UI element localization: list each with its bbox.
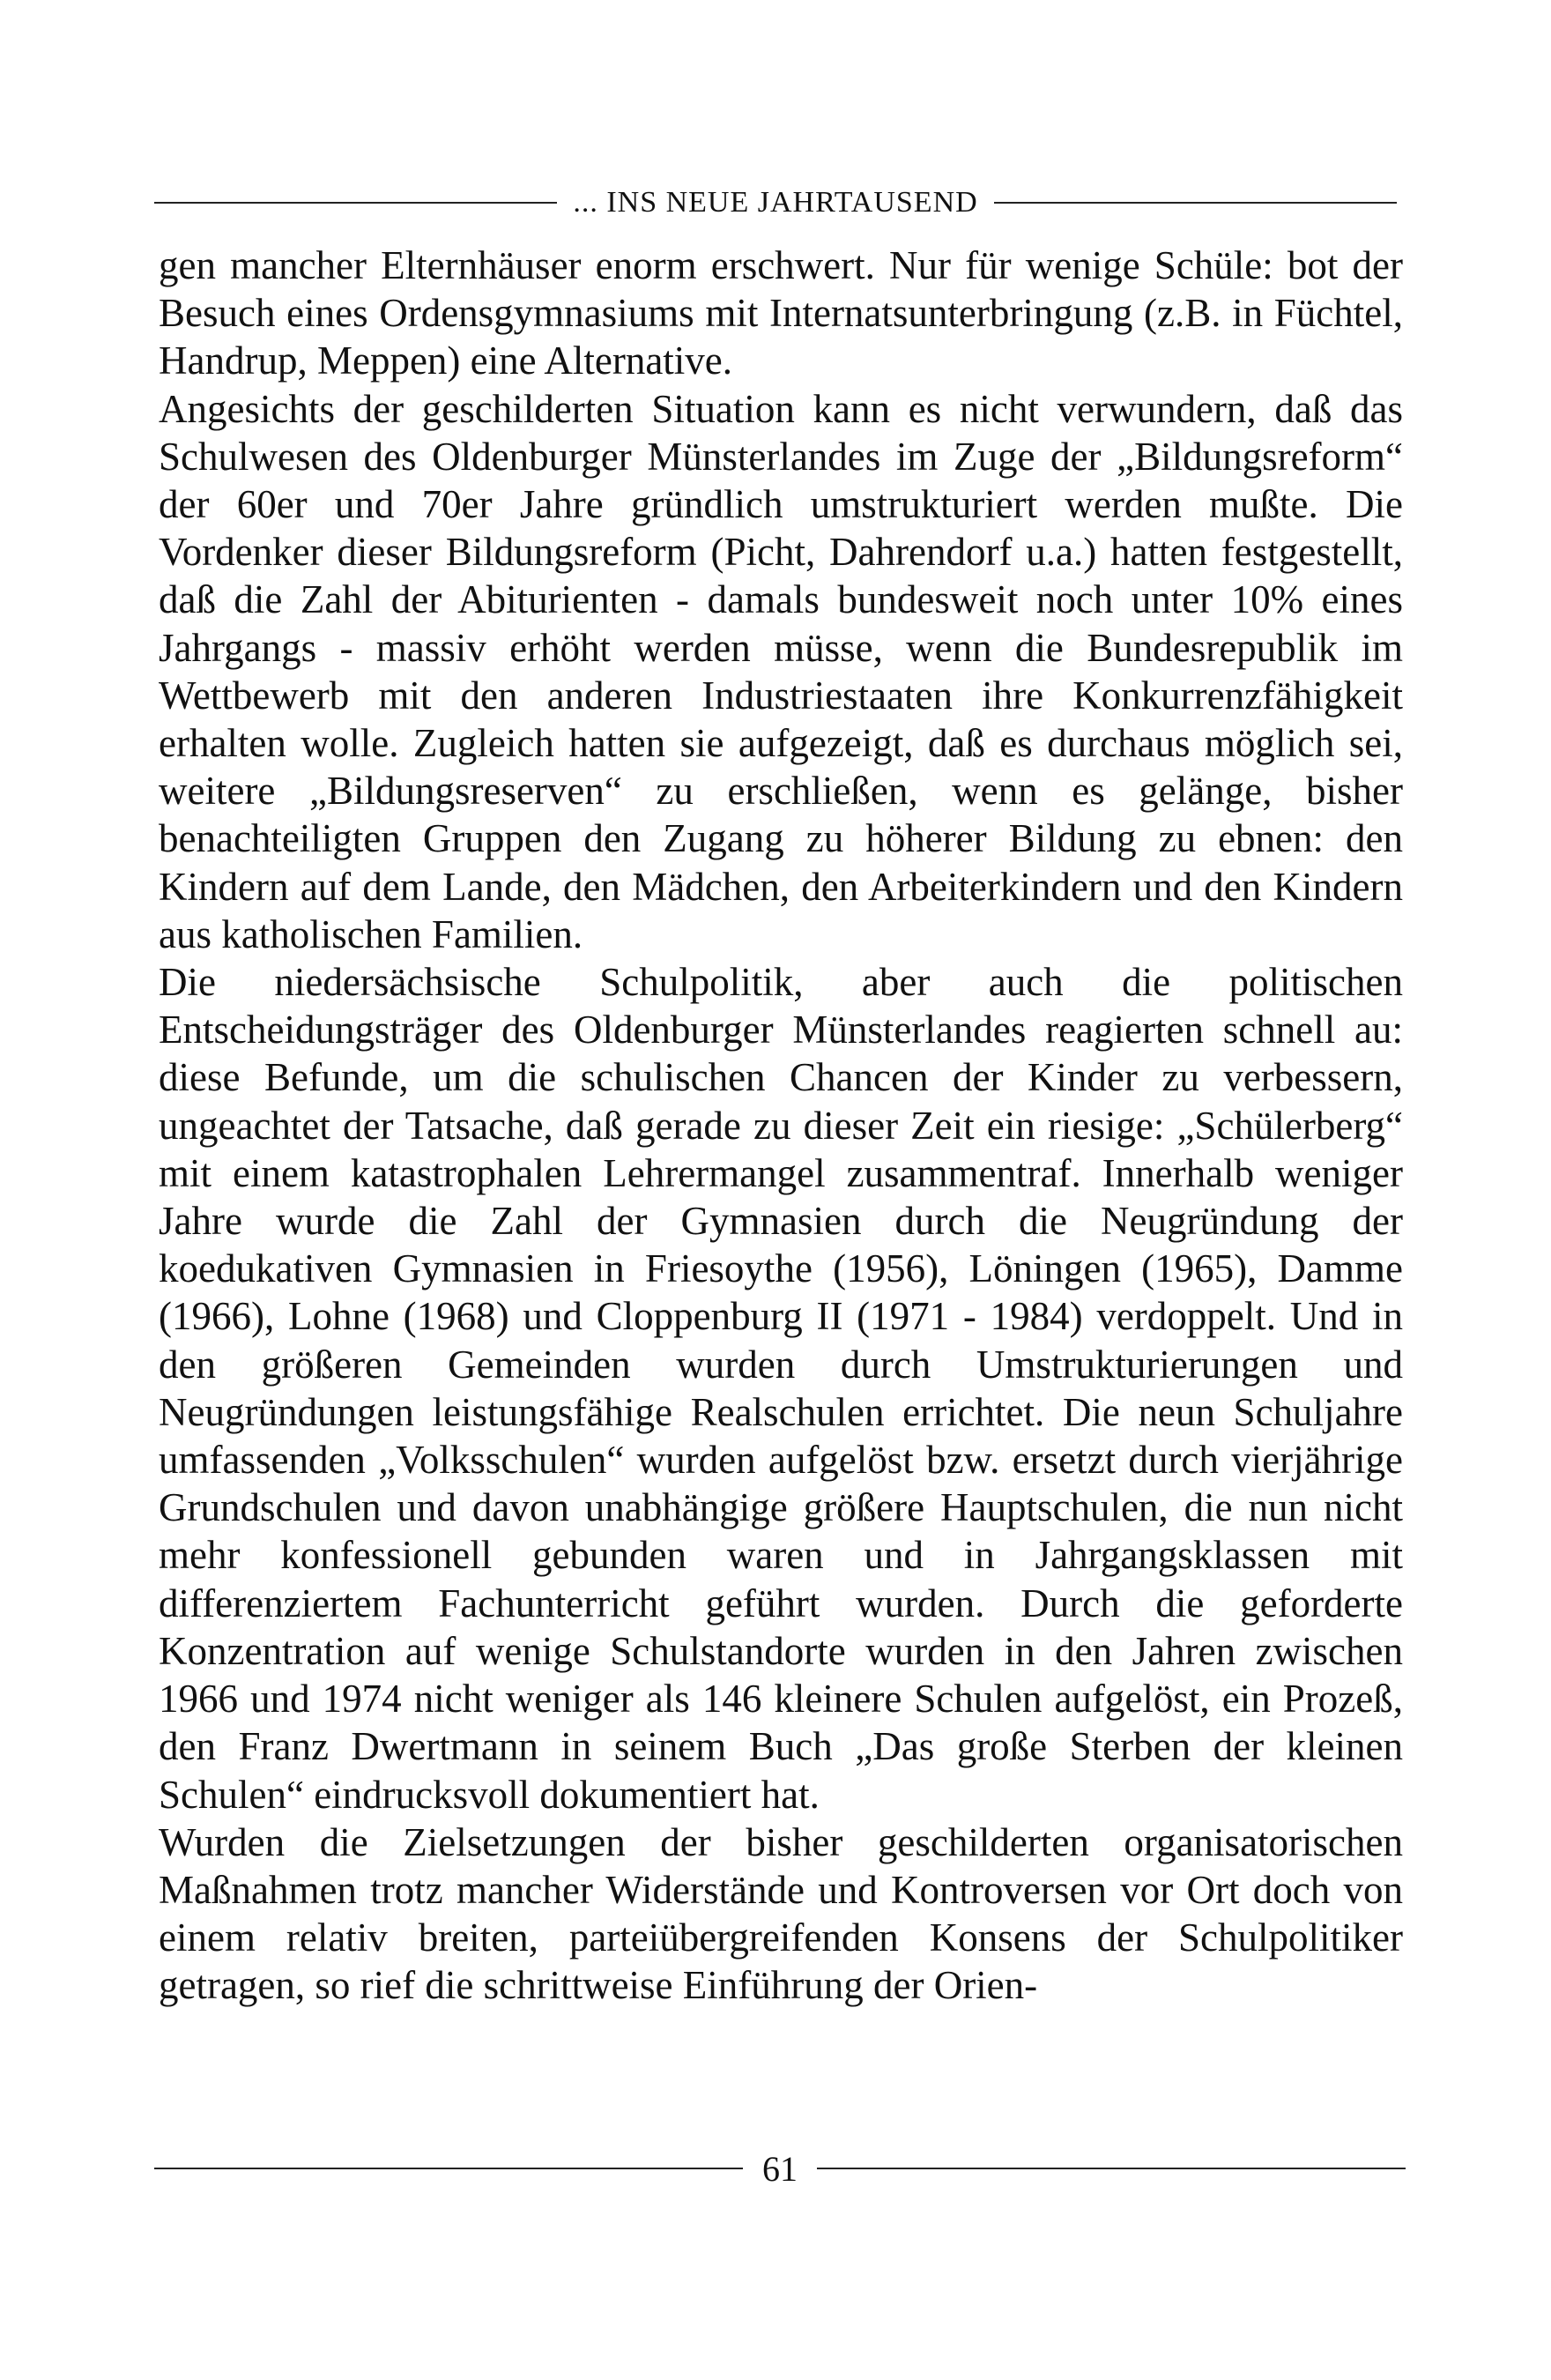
body-text [159,242,1403,2010]
paragraph-4: Wurden die Zielsetzungen der bisher geschilderten organisatorischen Maßnahmen trotz mancher Widerstände und Kontroversen vor Ort doch von einem relativ breiten, parteiübergreifenden Konsens der Schulpolitiker getragen, so rief die schrittweise Einführung der Orien- [159,1819,1403,2008]
page-footer [154,2142,1406,2195]
running-head-title: ... INS NEUE JAHRTAUSEND [573,186,978,219]
paragraph-1: gen mancher Elternhäuser enorm erschwert. Nur für wenige Schüle: bot der Besuch eines Ordensgymnasiums mit Internatsunterbringung (z.B. in Füchtel, Handrup, Meppen) eine Alternative. [159,243,1403,383]
footer-rule-right [817,2168,1406,2169]
footer-rule-left [154,2168,743,2169]
paragraph-3: Die niedersächsische Schulpolitik, aber auch die politischen Entscheidungsträger des Oldenburger Münsterlandes reagierten schnell au: diese Befunde, um die schulischen Chancen der Kinder zu verbessern, ungeachtet der Tatsache, daß gerade zu dieser Zeit ein riesige: „Schülerberg“ mit einem katastrophalen Lehrermangel zusammentraf. Innerhalb weniger Jahre wurde die Zahl der Gymnasien durch die Neugründung der koedukativen Gymnasien in Friesoythe (1956), Löningen (1965), Damme (1966), Lohne (1968) und Cloppenburg II (1971 - 1984) verdoppelt. Und in den größeren Gemeinden wurden durch Umstrukturierungen und Neugründungen leistungsfähige Realschulen errichtet. Die neun Schuljahre umfassenden „Volksschulen“ wurden aufgelöst bzw. ersetzt durch vierjährige Grundschulen und davon unabhängige größere Hauptschulen, die nun nicht mehr konfessionell gebunden waren und in Jahrgangsklassen mit differenziertem Fachunterricht geführt wurden. Durch die geforderte Konzentration auf wenige Schulstandorte wurden in den Jahren zwischen 1966 und 1974 nicht weniger als 146 kleinere Schulen aufgelöst, ein Prozeß, den Franz Dwertmann in seinem Buch „Das große Sterben der kleinen Schulen“ eindrucksvoll dokumentiert hat. [159,960,1403,1817]
page-number: 61 [762,2148,798,2189]
header-rule-left [154,202,557,204]
header-rule-right [994,202,1397,204]
paragraph-2: Angesichts der geschilderten Situation kann es nicht verwundern, daß das Schulwesen des Oldenburger Münsterlandes im Zuge der „Bildungsreform“ der 60er und 70er Jahre gründlich umstrukturiert werden mußte. Die Vordenker dieser Bildungsreform (Picht, Dahrendorf u.a.) hatten festgestellt, daß die Zahl der Abiturienten - damals bundesweit noch unter 10% eines Jahrgangs - massiv erhöht werden müsse, wenn die Bundesrepublik im Wettbewerb mit den anderen Industriestaaten ihre Konkurrenzfähigkeit erhalten wolle. Zugleich hatten sie aufgezeigt, daß es durchaus möglich sei, weitere „Bildungsreserven“ zu erschließen, wenn es gelänge, bisher benachteiligten Gruppen den Zugang zu höherer Bildung zu ebnen: den Kindern auf dem Lande, den Mädchen, den Arbeiterkindern und den Kindern aus katholischen Familien. [159,386,1403,956]
running-head [154,176,1397,229]
